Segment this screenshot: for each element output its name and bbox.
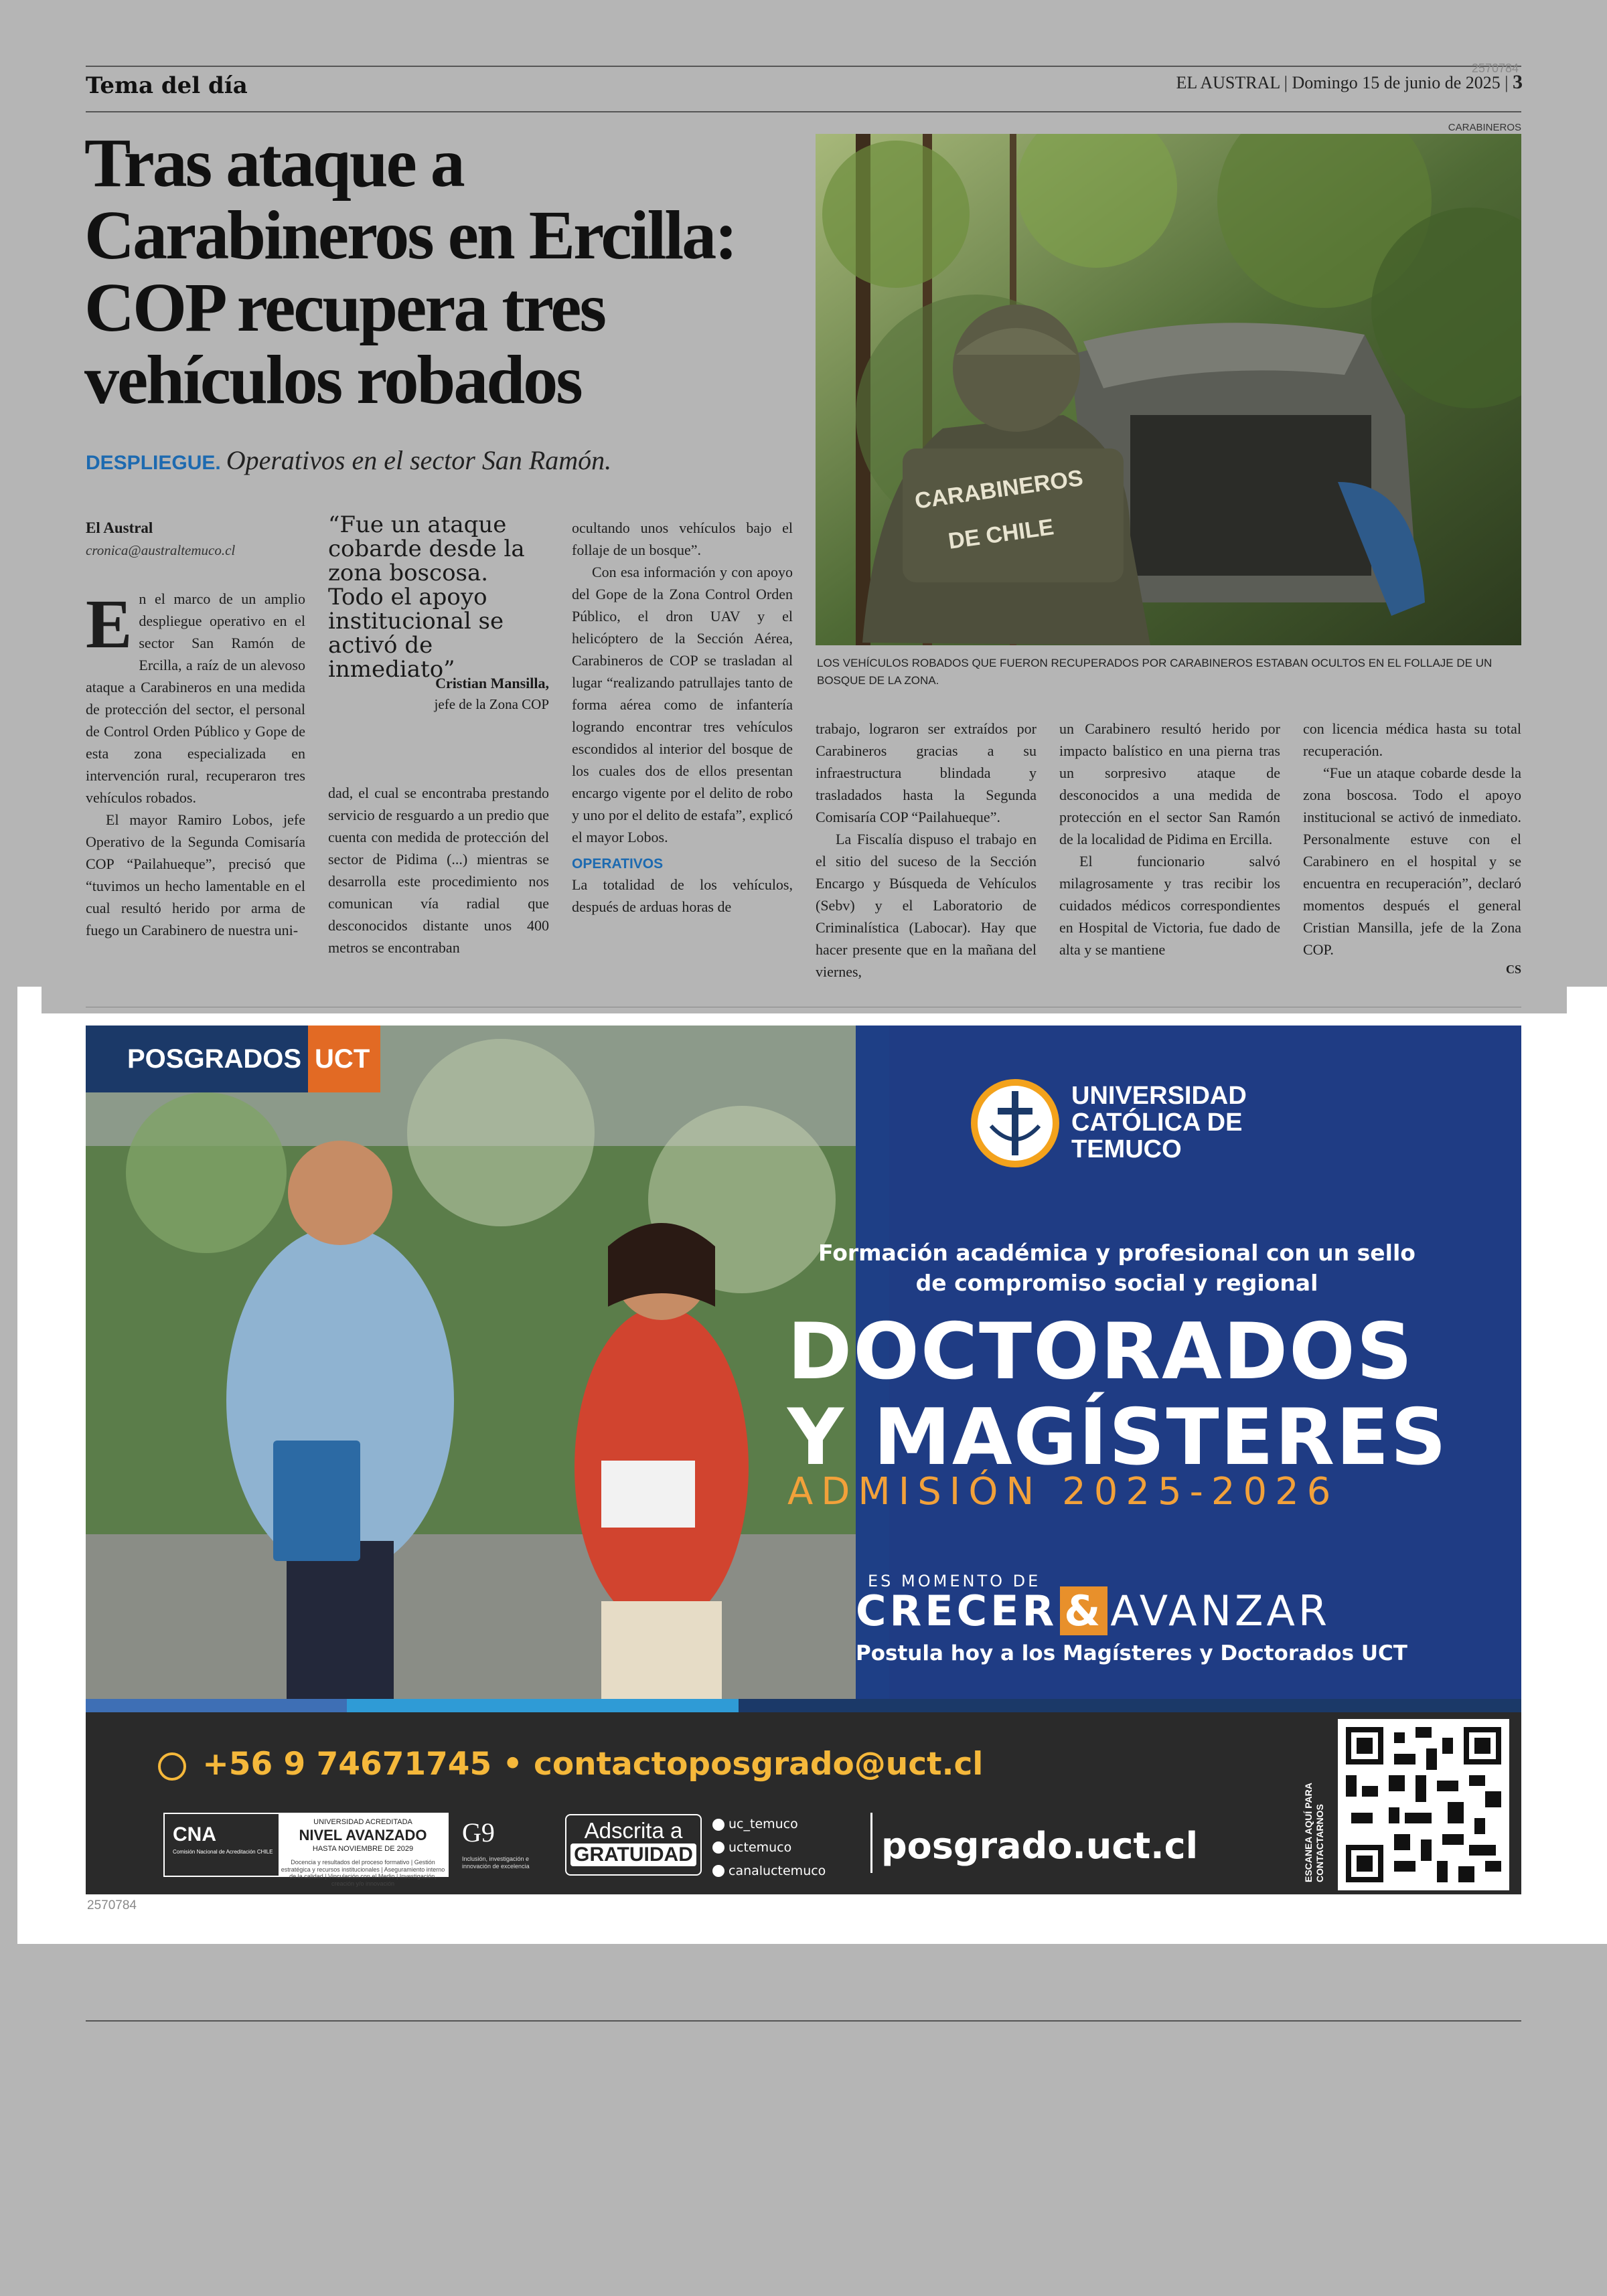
article-column-2 [328,782,549,959]
publication-name: EL AUSTRAL [1176,73,1280,92]
ad-code: 2570784 [87,1898,137,1912]
photo-credit: CARABINEROS [1448,122,1521,133]
kicker [86,444,611,476]
article-column-6 [1303,718,1521,979]
contact-email[interactable]: contactoposgrado@uct.cl [534,1746,984,1783]
article-paragraph: Con esa información y con apoyo del Gope de la Zona Control Orden Público, el dron UAV y el helicóptero de la Sección Aérea, Carabineros de COP se trasladan al lugar “realizando patrullajes tanto de forma aérea como de infantería logrando encontrar tres vehículos escondidos al interior del bosque de los cuales dos de ellos presentan encargo vigente por el delito de robo y uno por el delito de estafa”, explicó el mayor Lobos. [572,564,793,845]
article-paragraph: En el marco de un amplio despliegue operativo en el sector San Ramón de Ercilla, a raíz de un alevoso ataque a Carabineros en una medida de protección del sector, el personal de Control Orden Público y Gope de esta zona especializada en intervención rural, recuperaron tres vehículos robados. [86,586,305,806]
g9-subtitle: Inclusión, investigación e innovación de excelencia [462,1856,530,1870]
stripe-segment [86,1699,347,1712]
uct-logo-icon [971,1079,1059,1167]
ad-postula: Postula hoy a los Magísteres y Doctorados UCT [856,1641,1407,1665]
photo-illustration [816,134,1521,645]
ad-contact-bar [86,1712,1521,1894]
dropcap: E [86,586,133,663]
article-paragraph: “Fue un ataque cobarde desde la zona boscosa. Todo el apoyo institucional se activó de inmediato. Personalmente estuve con el Carabinero en el hospital y se encuentra en recuperación”, declaró momentos después el general Cristian Mansilla, jefe de la Zona COP. [1303,764,1521,958]
ad-admision: ADMISIÓN 2025-2026 [787,1470,1339,1513]
kicker-text: Operativos en el sector San Ramón. [226,445,612,475]
quote-author: Cristian Mansilla, [435,675,549,691]
qr-code-icon[interactable] [1338,1719,1509,1890]
advertisement [86,1026,1521,1894]
page-code: 2570784 [1471,62,1519,75]
quote-author-role: jefe de la Zona COP [434,696,549,712]
article-paragraph: trabajo, lograron ser extraídos por Carabineros gracias a su infraestructura blindada y trasladados hasta la Segunda Comisaría COP “Pailahueque”. [816,720,1037,825]
article-paragraph: El funcionario salvó milagrosamente y tras recibir los cuidados médicos correspondientes en Hospital de Victoria, fue dado de alta y se mantiene [1059,853,1280,958]
university-name: UNIVERSIDAD CATÓLICA DE TEMUCO [1071,1082,1247,1163]
ad-tagline: Formación académica y profesional con un sello de compromiso social y regional [818,1240,1415,1296]
article-paragraph: La totalidad de los vehículos, después de arduas horas de [572,876,793,915]
g9-logo: G9 [462,1817,495,1848]
cna-accreditation-badge: CNA Comisión Nacional de Acreditación CHILE UNIVERSIDAD ACREDITADA NIVEL AVANZADO HASTA NOVIEMBRE DE 2029 Docencia y resultados del proceso formativo | Gestión estratégica y recursos institucionales | Aseguramiento interno de la calidad | Vinculación con el Medio | Investigación, creación y/o innovación [163,1813,449,1877]
website-link[interactable]: posgrado.uct.cl [881,1825,1199,1867]
article-paragraph: con licencia médica hasta su total recuperación. [1303,720,1521,759]
social-icon [712,1819,724,1831]
social-icon [712,1865,724,1877]
ad-slogan: CRECER & AVANZAR [856,1586,1330,1635]
divider [870,1813,872,1873]
ad-momento: ES MOMENTO DE [868,1572,1041,1590]
stripe-segment [739,1699,1521,1712]
article-column-3 [572,517,793,918]
ad-color-stripe [86,1699,1521,1712]
whatsapp-icon [158,1752,186,1781]
byline-name: El Austral [86,519,153,536]
social-icon [712,1841,724,1854]
scan-label: ESCANEA AQUÍ PARA CONTACTARNOS [1303,1783,1325,1882]
headline: Tras ataque a Carabineros en Ercilla: COP recupera tres vehículos robados [84,125,736,419]
cna-logo: CNA Comisión Nacional de Acreditación CHILE [173,1823,273,1855]
article-paragraph: El mayor Ramiro Lobos, jefe Operativo de la Segunda Comisaría COP “Pailahueque”, precisó que “tuvimos un hecho lamentable en el cual resultó herido por arma de fuego un Carabinero de nuestra uni- [86,811,305,938]
social-handles: uc_temuco uctemuco canaluctemuco [712,1813,826,1882]
ad-contact: +56 9 74671745 • contactoposgrado@uct.cl [158,1746,983,1783]
stripe-segment [347,1699,739,1712]
article-column-4 [816,718,1037,983]
badge-uct: UCT [308,1026,380,1092]
vest-text-1: CARABINEROS [913,465,1085,514]
ad-sheet-edge [42,987,1567,1013]
photo-caption: LOS VEHÍCULOS ROBADOS QUE FUERON RECUPERADOS POR CARABINEROS ESTABAN OCULTOS EN EL FOLLAJE DE UN BOSQUE DE LA ZONA. [817,657,1493,687]
posgrados-badge [86,1026,380,1092]
article-column-5 [1059,718,1280,961]
badge-posgrados: POSGRADOS [86,1026,308,1092]
article-paragraph: ocultando unos vehículos bajo el follaje de un bosque”. [572,519,793,558]
byline-email: cronica@australtemuco.cl [86,542,236,558]
ad-photo [86,1026,1521,1711]
phone-number[interactable]: +56 9 74671745 [202,1746,492,1783]
gratuidad-badge: Adscrita a GRATUIDAD [565,1814,702,1876]
vest-text-2: DE CHILE [946,514,1056,554]
kicker-tag: DESPLIEGUE. [86,452,221,474]
article-column-1 [86,588,305,941]
article-paragraph: dad, el cual se encontraba prestando servicio de resguardo a un predio que cuenta con medida de protección del sector de Pidima (...) mientras se desarrolla este procedimiento nos comunican vía radial que desconocidos distante unos 400 metros se encontraban [328,785,549,956]
publication-date: Domingo 15 de junio de 2025 [1292,73,1501,92]
pull-quote: “Fue un ataque cobarde desde la zona boscosa. Todo el apoyo institucional se activó de inmediato” [328,511,525,683]
folio: EL AUSTRAL | Domingo 15 de junio de 2025 | 3 [1176,71,1523,93]
section-label: Tema del día [86,72,248,99]
ad-title: DOCTORADOS Y MAGÍSTERES [787,1307,1448,1483]
article-photo [816,134,1521,645]
page-number: 3 [1513,71,1523,93]
end-mark: CS [1505,963,1521,976]
article-paragraph: La Fiscalía dispuso el trabajo en el sitio del suceso de la Sección Encargo y Búsqueda de Vehículos (Sebv) y el Laboratorio de Criminalística (Labocar). Hay que hacer presente que en la mañana del viernes, [816,831,1037,980]
article-subhead: OPERATIVOS [572,856,664,872]
article-paragraph: un Carabinero resultó herido por impacto balístico en una pierna tras un sorpresivo ataque de desconocidos a una medida de protección en el sector San Ramón de la localidad de Pidima en Ercilla. [1059,720,1280,847]
